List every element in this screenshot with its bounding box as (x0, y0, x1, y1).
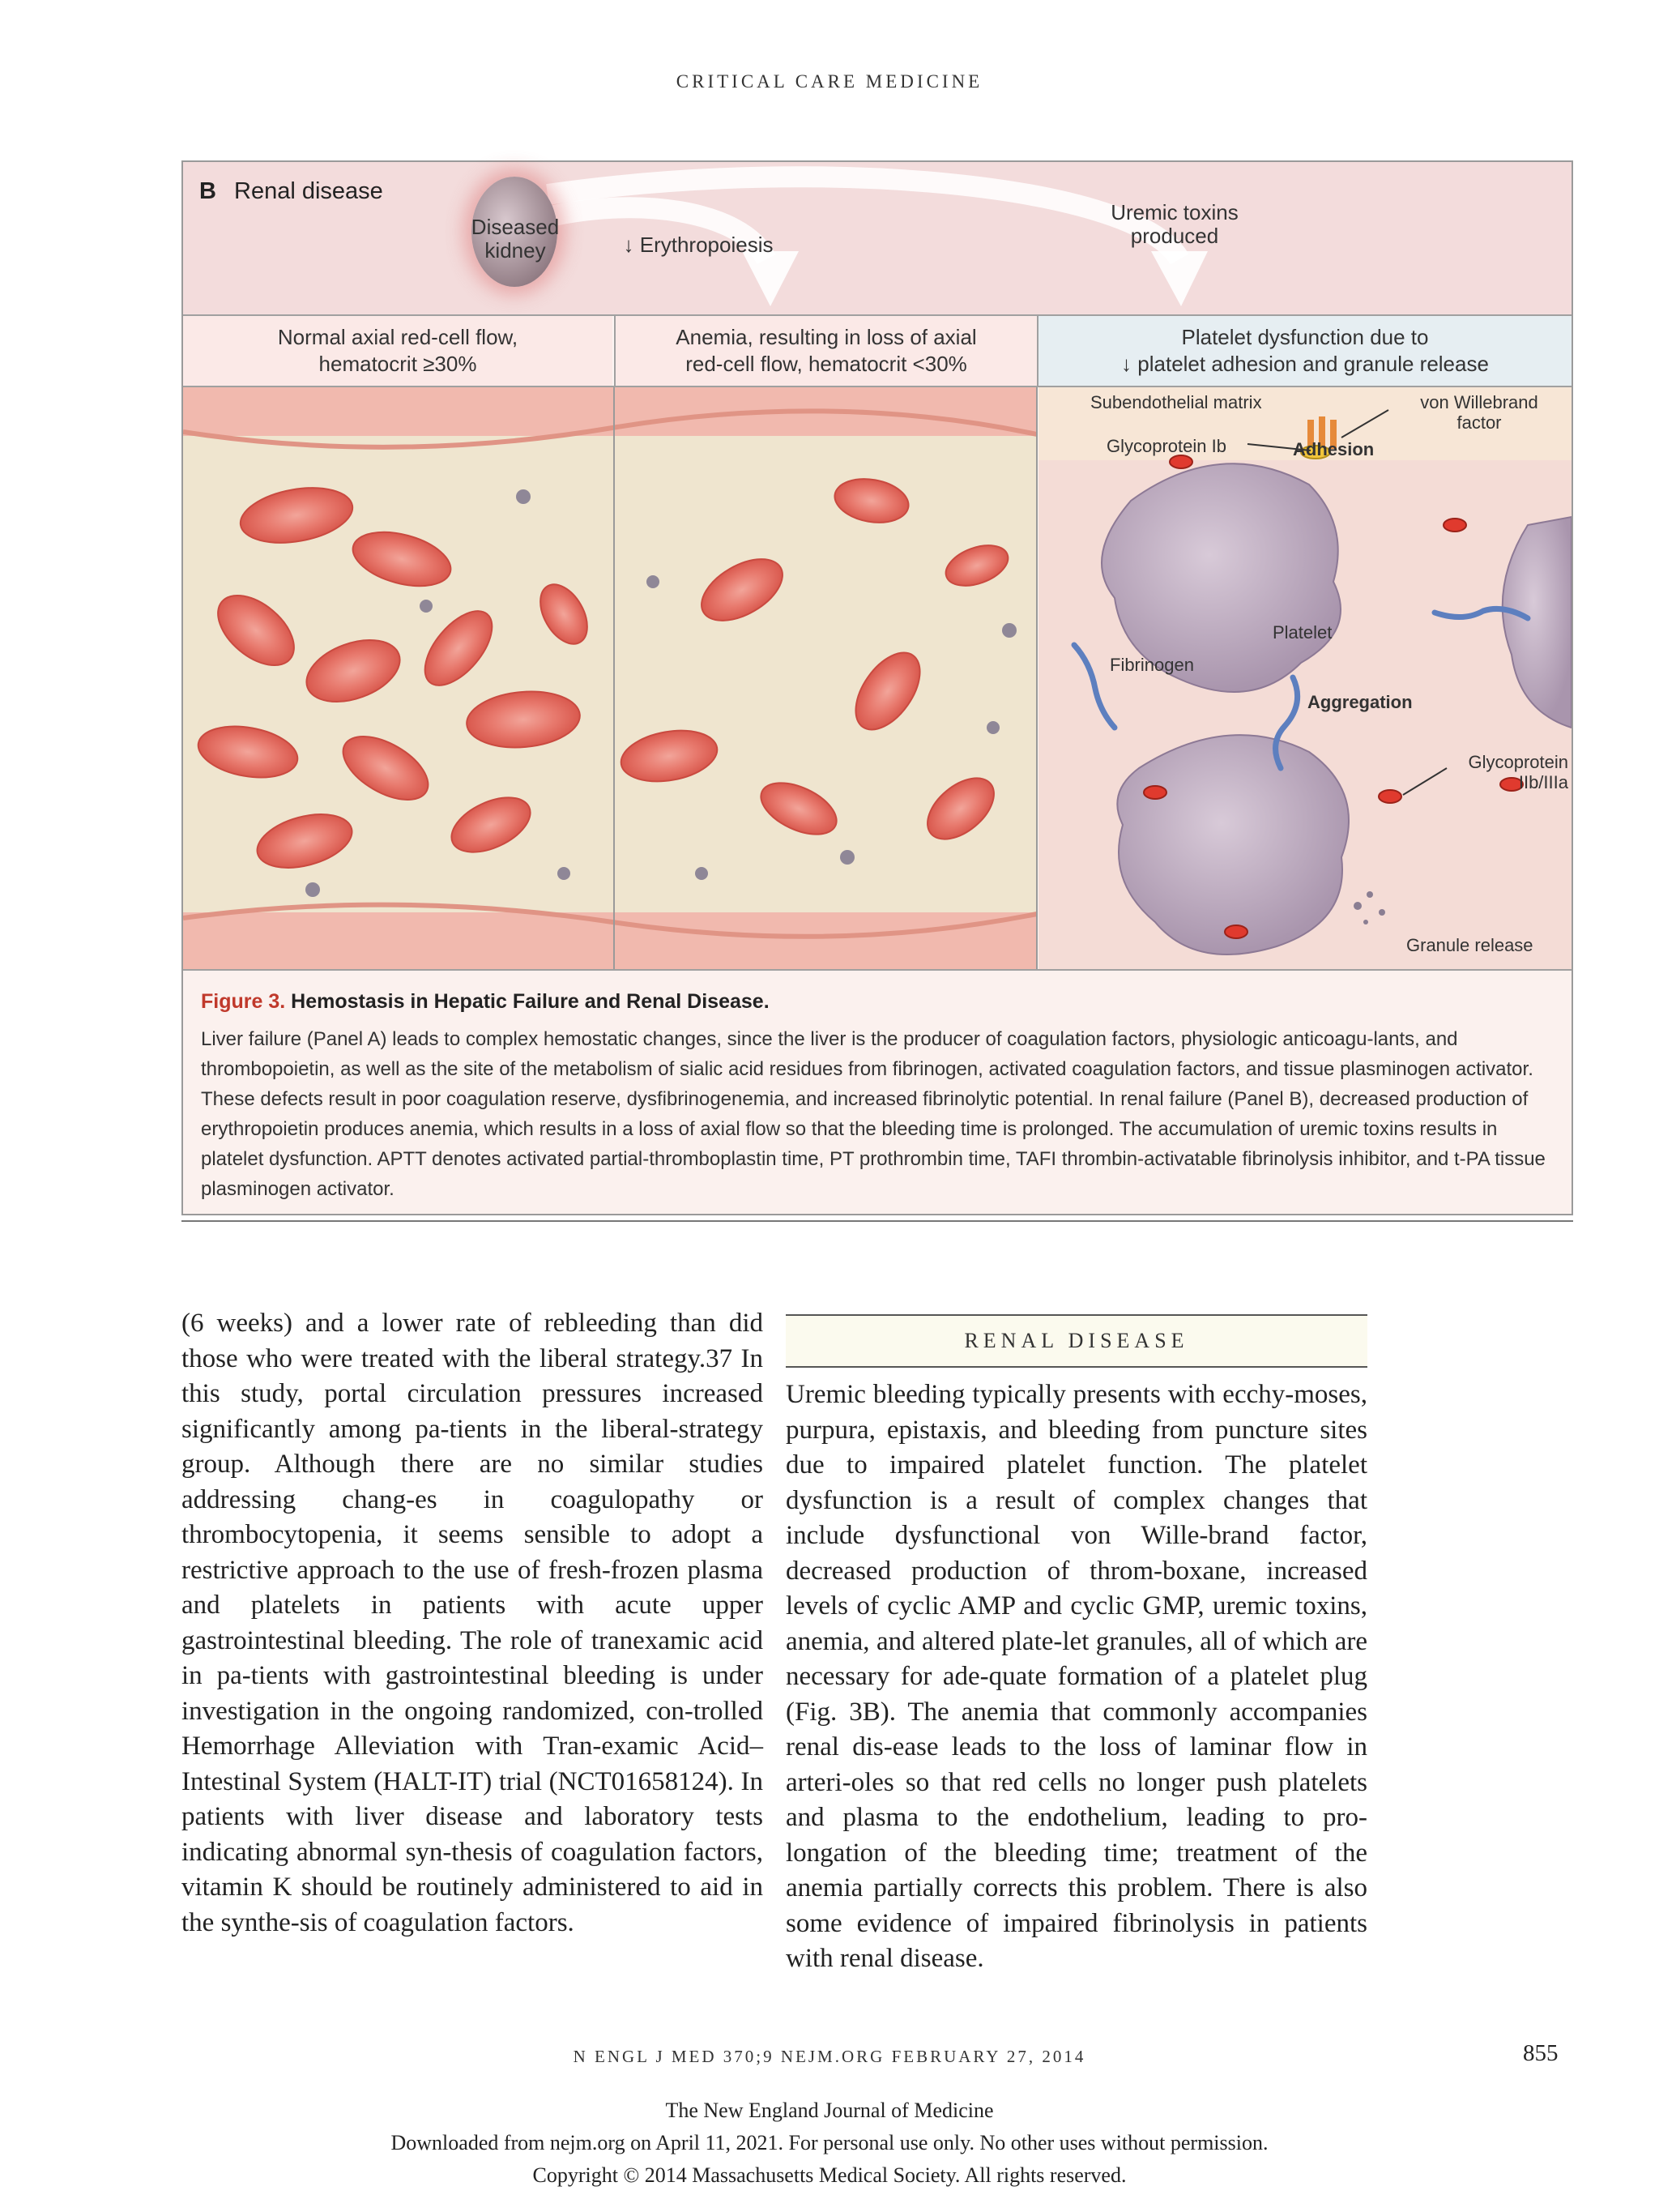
download-notice-usage: Downloaded from nejm.org on April 11, 2021. For personal use only. No other uses without permission. (390, 2131, 1269, 2154)
caption-body: Liver failure (Panel A) leads to complex hemostatic changes, since the liver is the producer of coagulation factors, physiologic anticoagu-lants, and thrombopoietin, as well as the site of the metabolism of sialic acid residues from fibrinogen, activated coagulation factors, and tissue plasminogen activator. These defects result in poor coagulation reserve, dysfibrinogenemia, and increased fibrinolytic potential. In renal failure (Panel B), decreased production of erythropoietin produces anemia, which results in a loss of axial flow so that the bleeding time is prolonged. The accumulation of uremic toxins results in platelet dysfunction. APTT denotes activated partial-thromboplastin time, PT prothrombin time, TAFI thrombin-activatable fibrinolysis inhibitor, and t-PA tissue plasminogen activator. (201, 1028, 1546, 1200)
label-glycoprotein-iib-iiia: Glycoprotein IIb/IIIa (1468, 752, 1568, 792)
label-granule-release: Granule release (1406, 935, 1533, 955)
running-head: CRITICAL CARE MEDICINE (676, 71, 983, 92)
download-notice-journal: The New England Journal of Medicine (665, 2099, 994, 2122)
figure-rule (181, 1220, 1573, 1222)
caption-figure-number: Figure 3. (201, 990, 286, 1013)
section-heading: RENAL DISEASE (786, 1314, 1367, 1368)
label-adhesion: Adhesion (1293, 439, 1375, 459)
label-subendothelial-matrix: Subendothelial matrix (1090, 392, 1262, 412)
figure-3 (181, 160, 1573, 1215)
body-column-left: (6 weeks) and a lower rate of rebleeding than did those who were treated with the liberal strategy.37 In this study, portal circulation pressures increased significantly among pa-tients in the liberal-strategy group. Although there are no similar studies addressing chang-es in coagulopathy or thrombocytopenia, it seems sensible to adopt a restrictive approach to the use of fresh-frozen plasma and platelets in patients with acute upper gastrointestinal bleeding. The role of tranexamic acid in pa-tients with gastrointestinal bleeding is under investigation in the ongoing randomized, con-trolled Hemorrhage Alleviation with Tran-examic Acid–Intestinal System (HALT-IT) trial (NCT01658124). In patients with liver disease and laboratory tests indicating abnormal syn-thesis of coagulation factors, vitamin K should be routinely administered to aid in the synthe-sis of coagulation factors. (181, 1309, 763, 1937)
illustration (183, 387, 1572, 969)
download-notice-copyright: Copyright © 2014 Massachusetts Medical Society. All rights reserved. (532, 2163, 1127, 2187)
column-headers (183, 314, 1572, 387)
label-vwf: von Willebrand factor (1420, 392, 1538, 433)
header-platelet-dysfunction: Platelet dysfunction due to ↓ platelet adhesion and granule release (1037, 316, 1572, 386)
page-number: 855 (1523, 2040, 1559, 2066)
caption-title (201, 989, 1554, 1014)
flow-arrows (183, 162, 1572, 314)
panel-letter: B (199, 178, 216, 204)
footer-citation: N ENGL J MED 370;9 NEJM.ORG FEBRUARY 27, 2014 (573, 2047, 1086, 2066)
panel-title: Renal disease (234, 178, 383, 204)
figure-top-band (183, 162, 1572, 314)
label-erythropoiesis: ↓ Erythropoiesis (623, 233, 774, 257)
header-anemia: Anemia, resulting in loss of axial red-cell flow, hematocrit <30% (614, 316, 1037, 386)
header-normal-flow: Normal axial red-cell flow, hematocrit ≥30% (183, 316, 612, 386)
figure-caption (183, 969, 1572, 1214)
caption-title-text: Hemostasis in Hepatic Failure and Renal Disease. (291, 990, 770, 1013)
label-aggregation: Aggregation (1307, 692, 1413, 712)
vessel-illustration (183, 387, 1572, 969)
label-platelet: Platelet (1273, 622, 1333, 643)
body-column-right: Uremic bleeding typically presents with ecchy-moses, purpura, epistaxis, and bleeding from puncture sites due to impaired platelet function. The platelet dysfunction is a result of complex changes that include dysfunctional von Wille-brand factor, decreased production of throm-boxane, increased levels of cyclic AMP and cyclic GMP, uremic toxins, anemia, and altered plate-let granules, all of which are necessary for ade-quate formation of a platelet plug (Fig. 3B). The anemia that commonly accompanies renal dis-ease leads to the loss of laminar flow in arteri-oles so that red cells no longer push platelets and plasma to the endothelium, leading to pro-longation of the bleeding time; treatment of the anemia partially corrects this problem. There is also some evidence of impaired fibrinolysis in patients with renal disease. (786, 1380, 1367, 1973)
label-glycoprotein-ib: Glycoprotein Ib (1107, 436, 1226, 456)
label-diseased-kidney: Diseased kidney (471, 215, 560, 263)
label-fibrinogen: Fibrinogen (1110, 655, 1194, 675)
label-uremic-toxins: Uremic toxins produced (1111, 200, 1239, 248)
